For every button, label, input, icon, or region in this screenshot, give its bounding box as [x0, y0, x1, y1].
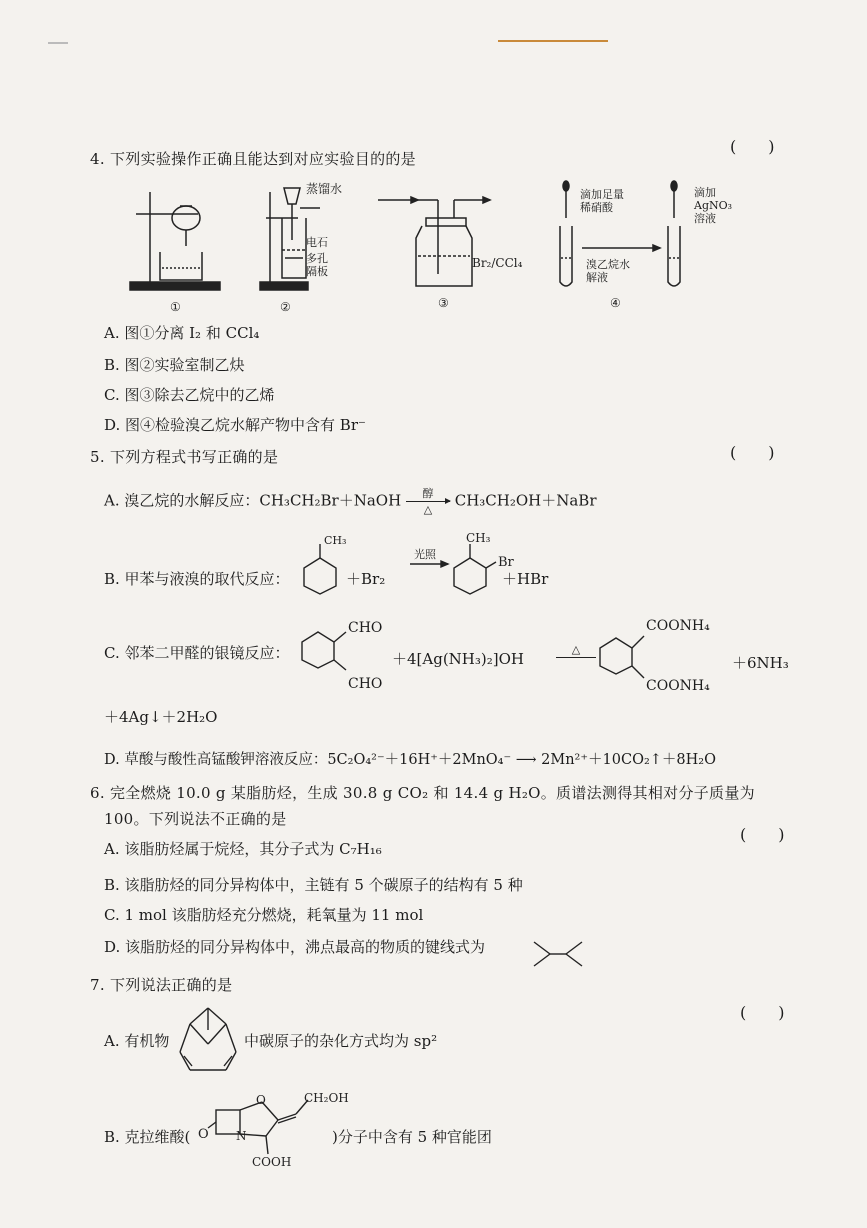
q5-option-a[interactable]: [104, 488, 597, 515]
q5-b-plus-br2: ＋Br₂: [346, 570, 386, 588]
q7-b-right: )分子中含有 5 种官能团: [332, 1128, 492, 1146]
svg-text:COOH: COOH: [252, 1155, 292, 1169]
q6-option-c[interactable]: C. 1 mol 该脂肪烃充分燃烧，耗氧量为 11 mol: [104, 906, 424, 924]
q5-c-coonh4-bottom: COONH₄: [646, 678, 710, 694]
q4-stem: 4. 下列实验操作正确且能达到对应实验目的的是: [90, 150, 416, 168]
q5-c-left[interactable]: C. 邻苯二甲醛的银镜反应：: [104, 644, 290, 662]
svg-text:光照: 光照: [414, 548, 436, 561]
calcium-carbide-label: 电石: [306, 236, 328, 249]
fig3-label: ③: [438, 296, 449, 310]
q4-option-d[interactable]: D. 图④检验溴乙烷水解产物中含有 Br⁻: [104, 416, 366, 434]
q6-answer-paren[interactable]: ( ): [740, 825, 785, 844]
q7-stem: 7. 下列说法正确的是: [90, 976, 233, 994]
q5-c-line2: ＋4Ag↓＋2H₂O: [104, 708, 218, 726]
add-agno3-label: 滴加AgNO₃溶液: [694, 186, 733, 225]
fig2-label: ②: [280, 300, 291, 314]
q6-option-d[interactable]: D. 该脂肪烃的同分异构体中，沸点最高的物质的键线式为: [104, 938, 486, 956]
q5-c-arrow: △: [556, 644, 596, 658]
q5-c-reagent: ＋4[Ag(NH₃)₂]OH: [392, 650, 524, 668]
q5-stem: 5. 下列方程式书写正确的是: [90, 448, 279, 466]
q7-a-left[interactable]: A. 有机物: [104, 1032, 170, 1050]
q4-option-a[interactable]: A. 图①分离 I₂ 和 CCl₄: [104, 324, 260, 342]
fig4-label: ④: [610, 296, 621, 310]
q5-c-cho-bottom: CHO: [348, 676, 383, 692]
br2-ccl4-label: Br₂/CCl₄: [472, 256, 523, 270]
hydrolysate-label: 溴乙烷水解液: [586, 258, 630, 284]
fig1-separatory-funnel: [130, 192, 220, 290]
q7-a-norbornadiene: [170, 1000, 246, 1074]
q5-b-right: ＋HBr: [502, 570, 549, 588]
top-rule: [498, 40, 608, 42]
q6-stem-line2: 100。下列说法不正确的是: [104, 810, 287, 828]
top-rule-left: [48, 42, 68, 44]
fig1-label: ①: [170, 300, 181, 314]
q5-a-arrow: 醇 △: [406, 488, 450, 515]
svg-text:Br: Br: [498, 555, 514, 570]
q5-c-nh3: ＋6NH₃: [732, 654, 789, 672]
q6-option-a[interactable]: A. 该脂肪烃属于烷烃，其分子式为 C₇H₁₆: [104, 840, 382, 858]
porous-plate-label: 多孔隔板: [306, 252, 328, 278]
svg-text:CH₃: CH₃: [466, 531, 491, 545]
q4-option-c[interactable]: C. 图③除去乙烷中的乙烯: [104, 386, 275, 404]
q7-b-clavulanic-acid: [196, 1088, 349, 1172]
q5-answer-paren[interactable]: ( ): [730, 443, 775, 462]
q6-option-b[interactable]: B. 该脂肪烃的同分异构体中，主链有 5 个碳原子的结构有 5 种: [104, 876, 523, 894]
fig3-gas-washing-bottle: [378, 197, 490, 286]
q7-a-right: 中碳原子的杂化方式均为 sp²: [244, 1032, 438, 1050]
q5-b-structures: [290, 528, 540, 600]
q4-answer-paren[interactable]: ( ): [730, 137, 775, 156]
water-label: 蒸馏水: [306, 182, 343, 196]
q6-d-skeletal-formula: [530, 938, 586, 970]
q5-b-left[interactable]: B. 甲苯与液溴的取代反应：: [104, 570, 290, 588]
q7-answer-paren[interactable]: ( ): [740, 1003, 785, 1022]
q7-b-left[interactable]: B. 克拉维酸(: [104, 1128, 191, 1146]
q5-c-cho-top: CHO: [348, 620, 383, 636]
add-nitric-acid-label: 滴加足量稀硝酸: [580, 188, 624, 214]
svg-text:O: O: [256, 1093, 266, 1107]
svg-text:CH₂OH: CH₂OH: [304, 1091, 349, 1105]
svg-text:CH₃: CH₃: [324, 534, 347, 547]
svg-text:N: N: [236, 1129, 247, 1143]
q5-option-d[interactable]: D. 草酸与酸性高锰酸钾溶液反应：5C₂O₄²⁻＋16H⁺＋2MnO₄⁻ ⟶ 2Mn²⁺＋10CO₂↑＋8H₂O: [104, 752, 716, 768]
q4-option-b[interactable]: B. 图②实验室制乙炔: [104, 356, 245, 374]
svg-text:O: O: [198, 1127, 209, 1142]
q6-stem-line1: 6. 完全燃烧 10.0 g 某脂肪烃，生成 30.8 g CO₂ 和 14.4 g H₂O。质谱法测得其相对分子质量为: [90, 784, 755, 802]
q5-c-coonh4-top: COONH₄: [646, 618, 710, 634]
q5-a-left: A. 溴乙烷的水解反应：CH₃CH₂Br＋NaOH: [104, 491, 402, 510]
q5-a-right: CH₃CH₂OH＋NaBr: [454, 491, 597, 510]
